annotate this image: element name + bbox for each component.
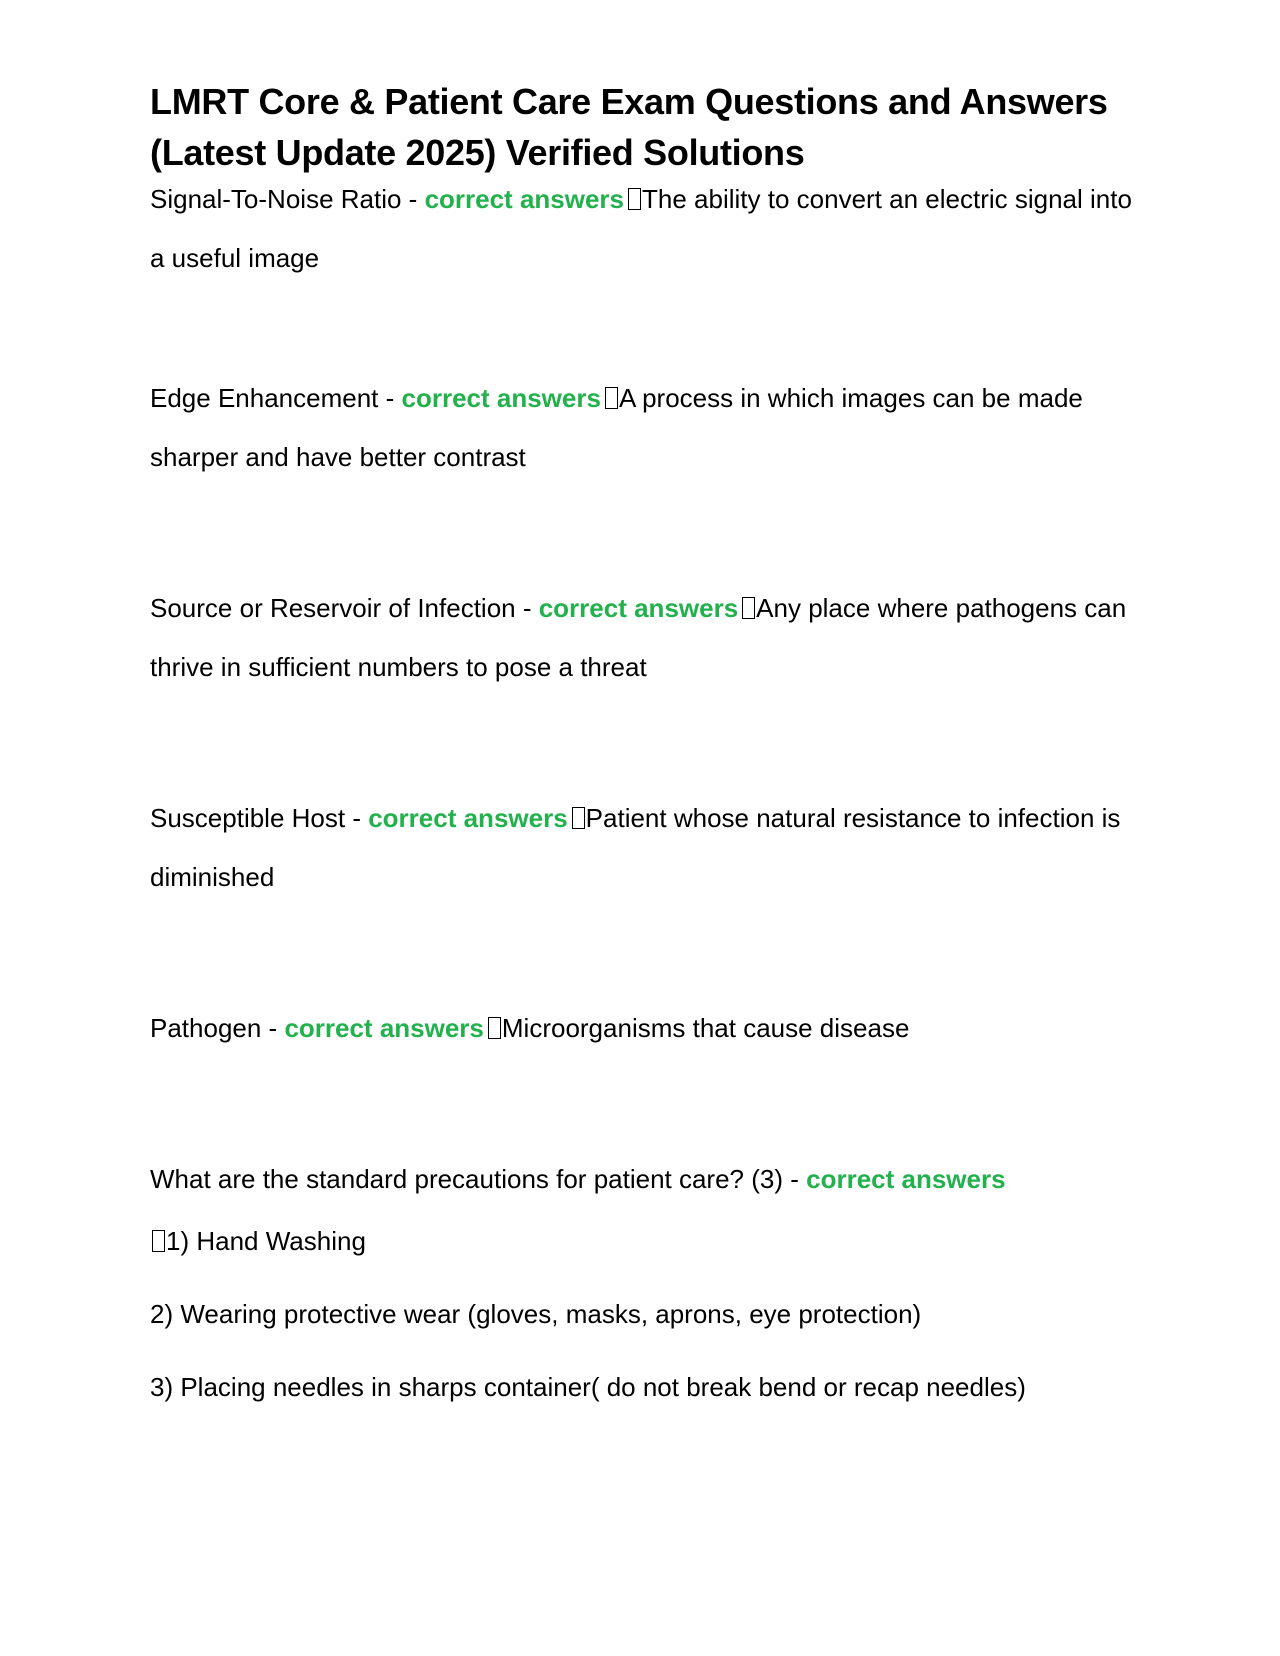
- qa-entry-edge-enhancement: [150, 369, 1140, 487]
- correct-answers-label: correct answers: [401, 383, 601, 413]
- qa-term: Source or Reservoir of Infection -: [150, 593, 539, 623]
- precaution-item-2: 2) Wearing protective wear (gloves, masks, aprons, eye protection): [150, 1299, 922, 1329]
- missing-glyph-box-icon: [152, 1230, 165, 1252]
- precaution-item-3: 3) Placing needles in sharps container( do not break bend or recap needles): [150, 1372, 1026, 1402]
- qa-definition: The ability to convert an electric signal into a useful image: [150, 184, 1132, 273]
- correct-answers-label: correct answers: [538, 593, 739, 623]
- qa-definition: Any place where pathogens can thrive in sufficient numbers to pose a threat: [150, 593, 1127, 682]
- qa-definition: A process in which images can be made sharper and have better contrast: [150, 383, 1083, 472]
- qa-term: Signal-To-Noise Ratio -: [150, 184, 425, 214]
- precaution-item-1: 1) Hand Washing: [150, 1212, 1140, 1271]
- document-title: [150, 76, 1140, 178]
- missing-glyph-box-icon: [628, 188, 641, 210]
- missing-glyph-box-icon: [742, 597, 755, 619]
- correct-answers-label: correct answers: [806, 1164, 1006, 1194]
- qa-term: Pathogen -: [150, 1013, 285, 1043]
- qa-question-line: [150, 1150, 1140, 1209]
- missing-glyph-box-icon: [605, 387, 618, 409]
- correct-answers-label: correct answers: [368, 803, 568, 833]
- qa-definition: Microorganisms that cause disease: [501, 1013, 910, 1043]
- qa-definition: Patient whose natural resistance to infection is diminished: [150, 803, 1121, 892]
- title-line-2: (Latest Update 2025) Verified Solutions: [150, 132, 805, 173]
- qa-term: What are the standard precautions for patient care? (3) -: [150, 1164, 807, 1194]
- title-line-1: LMRT Core & Patient Care Exam Questions and Answers: [150, 81, 1108, 122]
- qa-entry-standard-precautions: [150, 1150, 1140, 1417]
- qa-entry-susceptible-host: [150, 789, 1140, 907]
- document-page: [150, 76, 1140, 1417]
- correct-answers-label: correct answers: [284, 1013, 484, 1043]
- qa-term: Susceptible Host -: [150, 803, 369, 833]
- qa-entry-source-of-infection: [150, 579, 1140, 697]
- correct-answers-label: correct answers: [424, 184, 625, 214]
- qa-entry-signal-to-noise: [150, 170, 1140, 288]
- qa-entry-pathogen: [150, 999, 1140, 1058]
- missing-glyph-box-icon: [572, 807, 585, 829]
- missing-glyph-box-icon: [488, 1017, 501, 1039]
- qa-term: Edge Enhancement -: [150, 383, 402, 413]
